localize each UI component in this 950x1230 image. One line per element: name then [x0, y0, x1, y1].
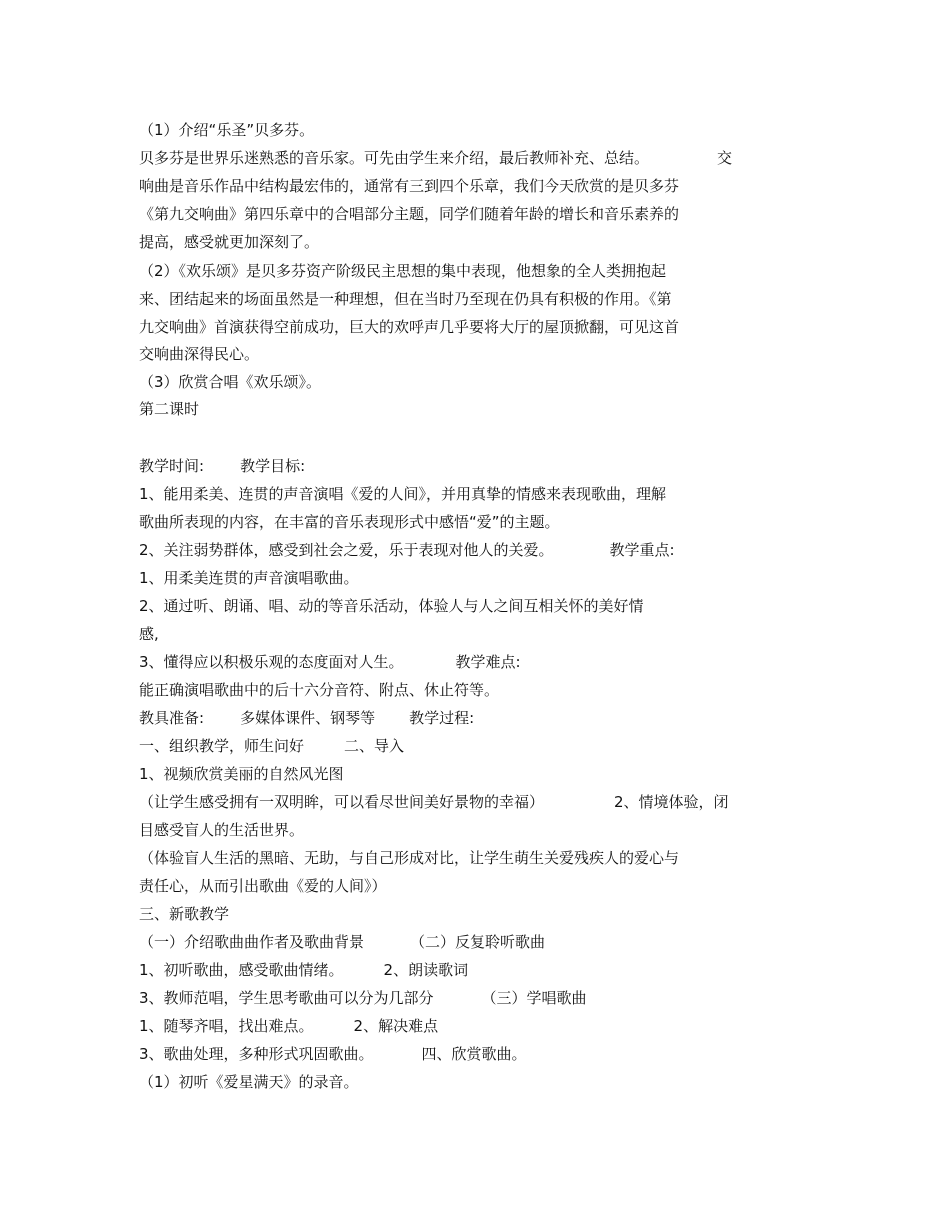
text-segment: 3、教师范唱，学生思考歌曲可以分为几部分 [139, 989, 434, 1007]
text-line [139, 1044, 527, 1064]
text-segment: （二）反复聆听歌曲 [410, 933, 546, 951]
text-line [139, 232, 319, 252]
section-heading [139, 399, 199, 419]
text-line [139, 652, 521, 672]
text-line [139, 176, 679, 196]
text-line [139, 261, 666, 281]
text-line [139, 960, 468, 980]
text-line [139, 148, 732, 168]
text-segment: 教学时间: [139, 457, 205, 475]
text-segment: 九交响曲》首演获得空前成功，巨大的欢呼声几乎要将大厅的屋顶掀翻，可见这首 [139, 318, 680, 336]
text-segment: 多媒体课件、钢琴等 [240, 709, 376, 727]
text-line [139, 1016, 438, 1036]
text-segment: 2、情境体验，闭 [614, 793, 729, 811]
text-segment: （1）初听《爱星满天》的录音。 [139, 1073, 359, 1091]
text-segment: 来、团结起来的场面虽然是一种理想，但在当时乃至现在仍具有积极的作用。《第 [139, 290, 672, 308]
text-line [139, 764, 344, 784]
text-segment: 2、解决难点 [353, 1017, 439, 1035]
text-segment: 责任心，从而引出歌曲《爱的人间》） [139, 877, 387, 895]
text-segment: 1、视频欣赏美丽的自然风光图 [139, 765, 344, 783]
text-line [139, 1072, 359, 1092]
text-segment: （三）学唱歌曲 [481, 989, 587, 1007]
text-segment: 一、组织教学，师生问好 [139, 737, 305, 755]
text-segment: 《第九交响曲》第四乐章中的合唱部分主题，同学们随着年龄的增长和音乐素养的 [139, 205, 680, 223]
text-line [139, 344, 259, 364]
text-line [139, 680, 499, 700]
text-line [139, 540, 675, 560]
text-line [139, 904, 229, 924]
text-segment: 教学过程: [409, 709, 475, 727]
text-segment: 1、初听歌曲，感受歌曲情绪。 [139, 961, 344, 979]
text-segment: 2、朗读歌词 [383, 961, 469, 979]
text-line [139, 289, 672, 309]
text-line [139, 596, 644, 616]
text-segment: 能正确演唱歌曲中的后十六分音符、附点、休止符等。 [139, 681, 500, 699]
text-segment: （3）欣赏合唱《欢乐颂》。 [139, 373, 322, 391]
text-line [139, 484, 666, 504]
text-line [139, 204, 679, 224]
text-segment: （1）介绍“乐圣”贝多芬。 [139, 121, 315, 139]
text-segment: 交响曲深得民心。 [139, 345, 260, 363]
text-line [139, 512, 560, 532]
text-line [139, 736, 404, 756]
text-line [139, 120, 314, 140]
text-line [139, 820, 304, 840]
text-line [139, 317, 679, 337]
text-segment: 1、用柔美连贯的声音演唱歌曲。 [139, 569, 359, 587]
text-segment: 3、懂得应以积极乐观的态度面对人生。 [139, 653, 404, 671]
text-segment: 教学重点: [609, 541, 675, 559]
text-segment: 2、关注弱势群体，感受到社会之爱，乐于表现对他人的关爱。 [139, 541, 554, 559]
text-segment: 四、欣赏歌曲。 [421, 1045, 527, 1063]
text-line [139, 932, 545, 952]
text-segment: 教学难点: [455, 653, 521, 671]
text-line [139, 708, 474, 728]
text-segment: 3、歌曲处理，多种形式巩固歌曲。 [139, 1045, 374, 1063]
text-segment: 贝多芬是世界乐迷熟悉的音乐家。可先由学生来介绍，最后教师补充、总结。 [139, 149, 650, 167]
text-segment: 1、能用柔美、连贯的声音演唱《爱的人间》，并用真挚的情感来表现歌曲，理解 [139, 485, 667, 503]
text-segment: （一）介绍歌曲曲作者及歌曲背景 [139, 933, 365, 951]
text-segment: 三、新歌教学 [139, 905, 230, 923]
text-segment: 响曲是音乐作品中结构最宏伟的，通常有三到四个乐章，我们今天欣赏的是贝多芬 [139, 177, 680, 195]
text-line [139, 568, 359, 588]
text-segment: 提高，感受就更加深刻了。 [139, 233, 320, 251]
text-segment: （体验盲人生活的黑暗、无助，与自己形成对比，让学生萌生关爱残疾人的爱心与 [139, 849, 680, 867]
text-segment: 二、导入 [344, 737, 405, 755]
text-line [139, 876, 387, 896]
text-segment: 歌曲所表现的内容，在丰富的音乐表现形式中感悟“爱”的主题。 [139, 513, 560, 531]
text-line [139, 372, 321, 392]
text-segment: 目感受盲人的生活世界。 [139, 821, 305, 839]
text-line [139, 456, 305, 476]
text-segment: 第二课时 [139, 400, 200, 418]
text-segment: 1、随琴齐唱，找出难点。 [139, 1017, 314, 1035]
text-segment: 感, [139, 625, 159, 643]
text-segment: 交 [717, 149, 733, 167]
text-line [139, 848, 679, 868]
text-line [139, 624, 159, 644]
text-segment: （2）《欢乐颂》是贝多芬资产阶级民主思想的集中表现，他想象的全人类拥抱起 [139, 262, 667, 280]
text-segment: 2、通过听、朗诵、唱、动的等音乐活动，体验人与人之间互相关怀的美好情 [139, 597, 644, 615]
text-segment: （让学生感受拥有一双明眸，可以看尽世间美好景物的幸福） [139, 793, 545, 811]
text-line [139, 792, 729, 812]
text-segment: 教学目标: [240, 457, 306, 475]
text-line [139, 988, 587, 1008]
text-segment: 教具准备: [139, 709, 205, 727]
